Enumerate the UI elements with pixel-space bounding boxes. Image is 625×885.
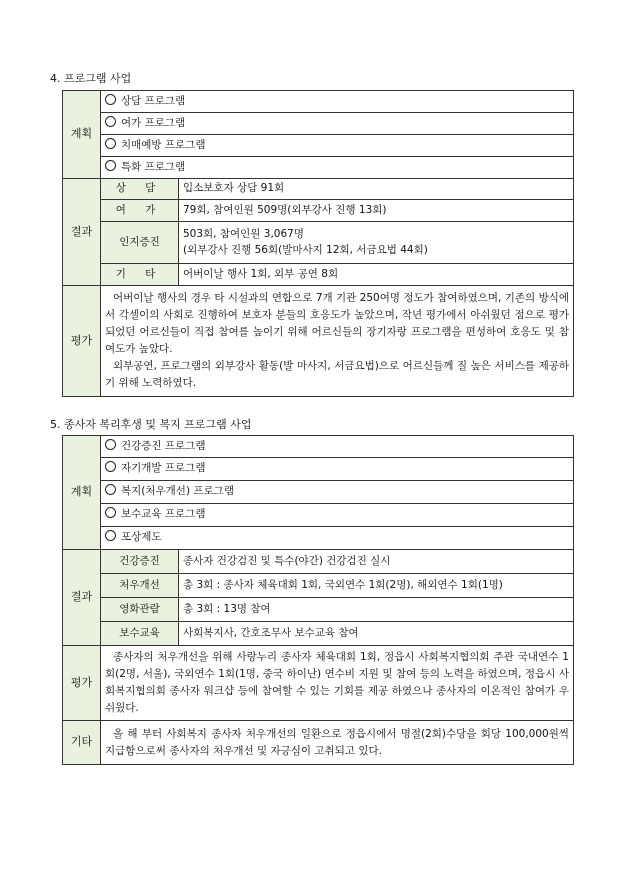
- plan-label: 계획: [63, 91, 101, 179]
- result-item-value: 총 3회 : 종사자 체육대회 1회, 국외연수 1회(2명), 해외연수 1회(1명): [179, 574, 574, 598]
- eval-label: 평가: [63, 646, 101, 721]
- result-item-value: 종사자 건강검진 및 특수(야간) 건강검진 실시: [179, 550, 574, 574]
- plan-item: 여가 프로그램: [101, 113, 574, 135]
- circle-icon: [105, 507, 116, 518]
- plan-item: 건강증진 프로그램: [101, 436, 574, 458]
- plan-item: 특화 프로그램: [101, 157, 574, 179]
- result-item-label: 영화관람: [101, 598, 179, 622]
- result-item-label: 상 담: [101, 179, 179, 200]
- plan-item: 포상제도: [101, 527, 574, 550]
- other-text: 올 해 부터 사회복지 종사자 처우개선의 일환으로 정읍시에서 명절(2회)수당을 회당 100,000원씩 지급함으로써 종사자의 처우개선 및 자긍심이 고취되고 있다.: [101, 721, 574, 765]
- circle-icon: [105, 461, 116, 472]
- result-item-value: 입소보호자 상담 91회: [179, 179, 574, 200]
- eval-text: 어버이날 행사의 경우 타 시설과의 연합으로 7개 기관 250여명 정도가 참여하였으며, 기존의 방식에서 각셀이의 사회로 진행하여 보호자 분들의 호응도가 높았으며, 작년 평가에서 아쉬웠던 점으로 평가되었던 어르신들이 직접 참여를 높이기 위해 어르신들의 장기자랑 프로그램을 편성하여 호응도 및 참여도가 높았다. 외부공연, 프로그램의 외부강사 활동(발 마사지, 서금요법)으로 어르신들께 질 높은 서비스를 제공하기 위해 노력하였다.: [101, 286, 574, 397]
- section-5-title: 5. 종사자 복리후생 및 복지 프로그램 사업: [50, 418, 252, 431]
- circle-icon: [105, 484, 116, 495]
- plan-item: 보수교육 프로그램: [101, 504, 574, 527]
- result-label: 결과: [63, 550, 101, 646]
- circle-icon: [105, 530, 116, 541]
- circle-icon: [105, 138, 116, 149]
- result-item-value: 사회복지사, 간호조무사 보수교육 참여: [179, 622, 574, 646]
- circle-icon: [105, 160, 116, 171]
- result-item-value: 어버이날 행사 1회, 외부 공연 8회: [179, 264, 574, 286]
- result-item-value: 503회, 참여인원 3,067명 (외부강사 진행 56회(발마사지 12회, 서금요법 44회): [179, 222, 574, 264]
- result-item-label: 인지증진: [101, 222, 179, 264]
- plan-item: 상담 프로그램: [101, 91, 574, 113]
- other-label: 기타: [63, 721, 101, 765]
- result-item-label: 건강증진: [101, 550, 179, 574]
- circle-icon: [105, 439, 116, 450]
- result-item-value: 79회, 참여인원 509명(외부강사 진행 13회): [179, 200, 574, 222]
- circle-icon: [105, 116, 116, 127]
- plan-item: 복지(처우개선) 프로그램: [101, 481, 574, 504]
- result-item-value: 총 3회 : 13명 참여: [179, 598, 574, 622]
- plan-label: 계획: [63, 436, 101, 550]
- result-label: 결과: [63, 179, 101, 286]
- result-item-label: 여 가: [101, 200, 179, 222]
- eval-text: 종사자의 처우개선을 위해 사랑누리 종사자 체육대회 1회, 정읍시 사회복지협의회 주관 국내연수 1회(2명, 서울), 국외연수 1회(1명, 중국 하이난) 연수비 지원 및 참여 등의 노력을 하였으며, 정읍시 사회복지협의회 종사자 워크샵 등에 참여할 수 있는 기회를 제공 하였으나 종사자의 이온적인 참여가 우쉬웠다.: [101, 646, 574, 721]
- result-item-label: 보수교육: [101, 622, 179, 646]
- section-5-table: [62, 435, 574, 765]
- section-4-title: 4. 프로그램 사업: [50, 72, 132, 85]
- plan-item: 치매예방 프로그램: [101, 135, 574, 157]
- eval-label: 평가: [63, 286, 101, 397]
- plan-item: 자기개발 프로그램: [101, 458, 574, 481]
- result-item-label: 처우개선: [101, 574, 179, 598]
- result-item-label: 기 타: [101, 264, 179, 286]
- section-4-table: [62, 90, 574, 397]
- circle-icon: [105, 94, 116, 105]
